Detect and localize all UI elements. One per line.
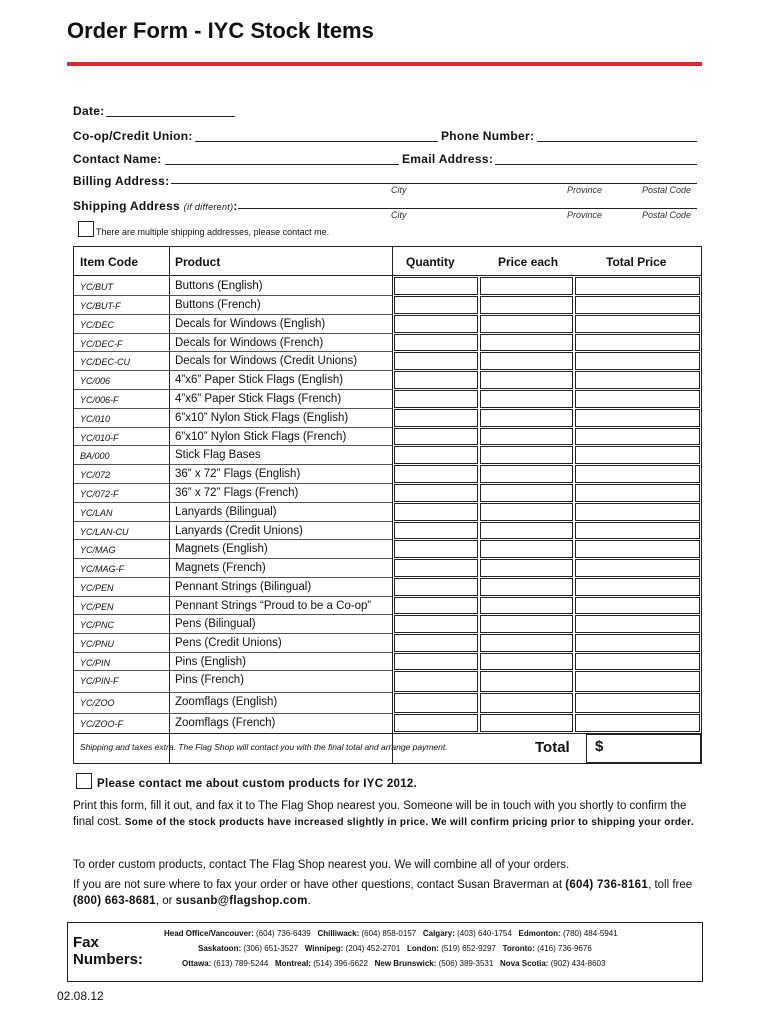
fax-office-city: Saskatoon: bbox=[198, 944, 242, 953]
item-product: Zoomflags (French) bbox=[175, 717, 276, 729]
item-code: YC/072 bbox=[80, 470, 111, 480]
row-divider bbox=[74, 333, 392, 334]
col-header-total-price: Total Price bbox=[606, 255, 667, 269]
fax-office-city: Toronto: bbox=[502, 944, 535, 953]
page-title: Order Form - IYC Stock Items bbox=[67, 18, 374, 43]
row-divider bbox=[74, 539, 392, 540]
quantity-field[interactable] bbox=[394, 390, 478, 408]
fax-office-number: (403) 640-1754 bbox=[457, 929, 512, 938]
col-header-product: Product bbox=[175, 255, 221, 269]
price-each-field[interactable] bbox=[480, 559, 573, 577]
row-divider bbox=[74, 713, 392, 714]
item-code: YC/PNC bbox=[80, 620, 115, 630]
fax-line-1 bbox=[164, 929, 618, 938]
if-different-note: (if different) bbox=[183, 202, 234, 212]
toll-free-number: (800) 663-8681 bbox=[73, 895, 156, 907]
item-code: YC/DEC-CU bbox=[80, 357, 131, 367]
row-divider bbox=[74, 558, 392, 559]
item-code: YC/MAG-F bbox=[80, 564, 124, 574]
row-divider bbox=[74, 370, 392, 371]
price-each-field[interactable] bbox=[480, 693, 573, 713]
row-total-field[interactable] bbox=[575, 578, 700, 596]
fax-office-city: Head Office/Vancouver: bbox=[164, 929, 254, 938]
price-each-field[interactable] bbox=[480, 296, 573, 314]
col-header-price-each: Price each bbox=[498, 255, 559, 269]
custom-products-checkbox[interactable] bbox=[76, 773, 92, 789]
row-total-field[interactable] bbox=[575, 446, 700, 464]
row-total-field[interactable] bbox=[575, 615, 700, 633]
item-code: YC/ZOO bbox=[80, 698, 115, 708]
row-total-field[interactable] bbox=[575, 653, 700, 670]
item-code: YC/PEN bbox=[80, 583, 114, 593]
item-product: Stick Flag Bases bbox=[175, 449, 261, 461]
row-total-field[interactable] bbox=[575, 277, 700, 295]
fax-office-city: New Brunswick: bbox=[374, 959, 437, 968]
shipping-note: Shipping and taxes extra. The Flag Shop will contact you with the final total and arrange payment. bbox=[80, 742, 448, 752]
row-total-field[interactable] bbox=[575, 559, 700, 577]
susan-phone: (604) 736-8161 bbox=[565, 879, 649, 891]
shipping-postal-caption: Postal Code bbox=[642, 210, 692, 220]
item-product: Zoomflags (English) bbox=[175, 696, 278, 708]
fax-office-city: Calgary: bbox=[422, 929, 455, 938]
price-each-field[interactable] bbox=[480, 503, 573, 521]
phone-field[interactable] bbox=[537, 141, 697, 142]
row-total-field[interactable] bbox=[575, 671, 700, 692]
fax-office-number: (204) 452-2701 bbox=[345, 944, 401, 953]
item-product: Buttons (French) bbox=[175, 299, 261, 311]
price-each-field[interactable] bbox=[480, 615, 573, 633]
row-divider bbox=[74, 692, 392, 693]
item-code: YC/BUT bbox=[80, 282, 114, 292]
row-total-field[interactable] bbox=[575, 409, 700, 427]
item-product: Lanyards (Bilingual) bbox=[175, 506, 277, 518]
quantity-field[interactable] bbox=[394, 334, 478, 351]
item-code: YC/010 bbox=[80, 414, 111, 424]
item-code: YC/PNU bbox=[80, 639, 115, 649]
row-total-field[interactable] bbox=[575, 315, 700, 333]
item-product: 36” x 72” Flags (French) bbox=[175, 487, 299, 499]
price-each-field[interactable] bbox=[480, 465, 573, 483]
quantity-field[interactable] bbox=[394, 277, 478, 295]
quantity-field[interactable] bbox=[394, 446, 478, 464]
item-product: Buttons (English) bbox=[175, 280, 263, 292]
row-total-field[interactable] bbox=[575, 484, 700, 502]
item-code: YC/BUT-F bbox=[80, 301, 121, 311]
item-product: Pennant Strings (Bilingual) bbox=[175, 581, 312, 593]
row-divider bbox=[74, 614, 392, 615]
quantity-field[interactable] bbox=[394, 578, 478, 596]
item-code: YC/006-F bbox=[80, 395, 119, 405]
fax-office-number: (514) 396-6622 bbox=[313, 959, 368, 968]
row-total-field[interactable] bbox=[575, 428, 700, 445]
item-product: 6”x10” Nylon Stick Flags (French) bbox=[175, 431, 347, 443]
row-divider bbox=[74, 464, 392, 465]
fax-office-number: (613) 789-5244 bbox=[213, 959, 269, 968]
price-each-field[interactable] bbox=[480, 634, 573, 652]
contact-email-link[interactable]: susanb@flagshop.com bbox=[175, 895, 308, 907]
price-each-field[interactable] bbox=[480, 428, 573, 445]
quantity-field[interactable] bbox=[394, 559, 478, 577]
quantity-field[interactable] bbox=[394, 597, 478, 614]
row-total-field[interactable] bbox=[575, 334, 700, 351]
price-each-field[interactable] bbox=[480, 390, 573, 408]
shipping-field[interactable] bbox=[238, 208, 697, 209]
row-total-field[interactable] bbox=[575, 390, 700, 408]
item-product: 36” x 72” Flags (English) bbox=[175, 468, 301, 480]
quantity-field[interactable] bbox=[394, 484, 478, 502]
shipping-label: Shipping Address (if different): bbox=[73, 199, 238, 213]
row-divider bbox=[74, 427, 392, 428]
item-code: YC/LAN bbox=[80, 508, 113, 518]
quantity-field[interactable] bbox=[394, 503, 478, 521]
col-header-quantity: Quantity bbox=[406, 255, 455, 269]
item-code: YC/ZOO-F bbox=[80, 719, 123, 729]
price-each-field[interactable] bbox=[480, 315, 573, 333]
item-code: YC/DEC-F bbox=[80, 339, 123, 349]
fax-title: Fax Numbers: bbox=[73, 934, 144, 968]
fax-office-number: (506) 389-3531 bbox=[438, 959, 494, 968]
item-code: YC/010-F bbox=[80, 433, 119, 443]
fax-office-number: (780) 484-5941 bbox=[562, 929, 618, 938]
coop-field[interactable] bbox=[195, 141, 438, 142]
item-code: YC/DEC bbox=[80, 320, 115, 330]
fax-office-city: Winnipeg: bbox=[304, 944, 344, 953]
date-field[interactable] bbox=[106, 116, 235, 117]
multiple-addresses-note: There are multiple shipping addresses, please contact me. bbox=[96, 227, 330, 237]
row-divider bbox=[74, 483, 392, 484]
item-product: Decals for Windows (Credit Unions) bbox=[175, 355, 358, 367]
row-divider bbox=[74, 314, 392, 315]
price-each-field[interactable] bbox=[480, 371, 573, 389]
quantity-field[interactable] bbox=[394, 653, 478, 670]
date-label: Date: bbox=[73, 104, 105, 118]
fax-numbers-box bbox=[67, 922, 703, 982]
billing-label: Billing Address: bbox=[73, 174, 170, 188]
quantity-field[interactable] bbox=[394, 714, 478, 732]
footer-date: 02.08.12 bbox=[57, 989, 104, 1003]
item-product: Magnets (English) bbox=[175, 543, 268, 555]
fax-office-number: (306) 651-3527 bbox=[243, 944, 299, 953]
price-each-field[interactable] bbox=[480, 352, 573, 370]
fax-office-city: Montreal: bbox=[274, 959, 311, 968]
row-divider bbox=[74, 596, 392, 597]
quantity-field[interactable] bbox=[394, 409, 478, 427]
billing-city-caption: City bbox=[391, 185, 407, 195]
row-total-field[interactable] bbox=[575, 714, 700, 732]
fax-office-number: (902) 434-8603 bbox=[550, 959, 606, 968]
item-product: 4”x6” Paper Stick Flags (French) bbox=[175, 393, 342, 405]
custom-products-label: Please contact me about custom products for IYC 2012. bbox=[97, 778, 418, 790]
item-product: Decals for Windows (English) bbox=[175, 318, 326, 330]
price-each-field[interactable] bbox=[480, 653, 573, 670]
row-divider bbox=[74, 445, 392, 446]
quantity-field[interactable] bbox=[394, 540, 478, 558]
quantity-field[interactable] bbox=[394, 465, 478, 483]
quantity-field[interactable] bbox=[394, 315, 478, 333]
item-product: Lanyards (Credit Unions) bbox=[175, 525, 303, 537]
row-divider bbox=[74, 351, 392, 352]
row-divider bbox=[74, 389, 392, 390]
price-each-field[interactable] bbox=[480, 446, 573, 464]
row-total-field[interactable] bbox=[575, 352, 700, 370]
quantity-field[interactable] bbox=[394, 522, 478, 539]
billing-province-caption: Province bbox=[567, 185, 603, 195]
item-code: YC/PIN-F bbox=[80, 676, 119, 686]
quantity-field[interactable] bbox=[394, 693, 478, 713]
quantity-field[interactable] bbox=[394, 352, 478, 370]
price-each-field[interactable] bbox=[480, 597, 573, 614]
price-each-field[interactable] bbox=[480, 409, 573, 427]
fax-office-number: (416) 736-9676 bbox=[537, 944, 592, 953]
item-product: Pens (Bilingual) bbox=[175, 618, 256, 630]
row-divider bbox=[74, 295, 392, 296]
contact-label: Contact Name: bbox=[73, 152, 162, 166]
item-product: Pennant Strings “Proud to be a Co-op” bbox=[175, 600, 372, 612]
fax-office-number: (519) 652-9297 bbox=[441, 944, 496, 953]
price-each-field[interactable] bbox=[480, 671, 573, 692]
item-product: 4”x6” Paper Stick Flags (English) bbox=[175, 374, 344, 386]
custom-order-text: To order custom products, contact The Flag Shop nearest you. We will combine all of your orders. bbox=[73, 859, 570, 871]
row-total-field[interactable] bbox=[575, 540, 700, 558]
item-code: BA/000 bbox=[80, 451, 110, 461]
row-total-field[interactable] bbox=[575, 296, 700, 314]
total-label: Total bbox=[535, 739, 570, 756]
item-code: YC/072-F bbox=[80, 489, 119, 499]
price-each-field[interactable] bbox=[480, 714, 573, 732]
fax-line-2 bbox=[198, 944, 592, 953]
price-increase-note: Some of the stock products have increased slightly in price. We will confirm pricing prior to shipping your order. bbox=[124, 817, 694, 828]
row-total-field[interactable] bbox=[575, 522, 700, 539]
contact-field[interactable] bbox=[165, 164, 399, 165]
billing-postal-caption: Postal Code bbox=[642, 185, 692, 195]
row-total-field[interactable] bbox=[575, 503, 700, 521]
price-each-field[interactable] bbox=[480, 522, 573, 539]
price-each-field[interactable] bbox=[480, 540, 573, 558]
fax-office-number: (604) 858-0157 bbox=[361, 929, 417, 938]
item-product: Magnets (French) bbox=[175, 562, 266, 574]
print-instructions: Print this form, fill it out, and fax it to The Flag Shop nearest you. Someone will be in touch with you shortly to confirm the final cost. Some of the stock products have increased slightly in price. We will confirm pricing prior to shipping your order. bbox=[73, 800, 694, 828]
row-divider bbox=[74, 502, 392, 503]
fax-line-3 bbox=[182, 959, 605, 968]
row-divider bbox=[74, 577, 392, 578]
phone-label: Phone Number: bbox=[441, 129, 535, 143]
row-divider bbox=[74, 670, 392, 671]
fax-office-city: London: bbox=[406, 944, 439, 953]
item-code: YC/LAN-CU bbox=[80, 527, 129, 537]
fax-office-city: Nova Scotia: bbox=[500, 959, 549, 968]
quantity-field[interactable] bbox=[394, 428, 478, 445]
quantity-field[interactable] bbox=[394, 671, 478, 692]
price-each-field[interactable] bbox=[480, 334, 573, 351]
fax-office-city: Edmonton: bbox=[518, 929, 561, 938]
shipping-city-caption: City bbox=[391, 210, 407, 220]
row-divider bbox=[74, 408, 392, 409]
item-code: YC/PEN bbox=[80, 602, 114, 612]
item-product: 6”x10” Nylon Stick Flags (English) bbox=[175, 412, 349, 424]
item-code: YC/PIN bbox=[80, 658, 111, 668]
currency-symbol: $ bbox=[595, 738, 604, 755]
fax-office-number: (604) 736-6439 bbox=[256, 929, 311, 938]
price-each-field[interactable] bbox=[480, 578, 573, 596]
item-code: YC/006 bbox=[80, 376, 111, 386]
quantity-field[interactable] bbox=[394, 371, 478, 389]
quantity-field[interactable] bbox=[394, 615, 478, 633]
row-total-field[interactable] bbox=[575, 693, 700, 713]
item-product: Pins (French) bbox=[175, 674, 245, 686]
row-total-field[interactable] bbox=[575, 597, 700, 614]
row-divider bbox=[74, 652, 392, 653]
order-table bbox=[73, 246, 702, 764]
contact-instructions: If you are not sure where to fax your order or have other questions, contact Susan Braverman at (604) 736-8161, toll free (800) 663-8681, or susanb@flagshop.com. bbox=[73, 879, 693, 907]
item-code: YC/MAG bbox=[80, 545, 116, 555]
row-total-field[interactable] bbox=[575, 371, 700, 389]
shipping-province-caption: Province bbox=[567, 210, 603, 220]
price-each-field[interactable] bbox=[480, 277, 573, 295]
coop-label: Co-op/Credit Union: bbox=[73, 129, 193, 143]
quantity-field[interactable] bbox=[394, 296, 478, 314]
row-total-field[interactable] bbox=[575, 634, 700, 652]
item-product: Pens (Credit Unions) bbox=[175, 637, 282, 649]
title-rule bbox=[67, 62, 702, 66]
row-total-field[interactable] bbox=[575, 465, 700, 483]
item-product: Decals for Windows (French) bbox=[175, 337, 324, 349]
fax-office-city: Ottawa: bbox=[182, 959, 212, 968]
multiple-addresses-checkbox[interactable] bbox=[78, 221, 94, 237]
row-divider bbox=[74, 633, 392, 634]
billing-field[interactable] bbox=[171, 183, 697, 184]
item-product: Pins (English) bbox=[175, 656, 246, 668]
email-label: Email Address: bbox=[402, 152, 494, 166]
email-field[interactable] bbox=[495, 164, 697, 165]
price-each-field[interactable] bbox=[480, 484, 573, 502]
row-divider bbox=[74, 521, 392, 522]
fax-office-city: Chilliwack: bbox=[317, 929, 360, 938]
col-header-item-code: Item Code bbox=[80, 255, 139, 269]
quantity-field[interactable] bbox=[394, 634, 478, 652]
